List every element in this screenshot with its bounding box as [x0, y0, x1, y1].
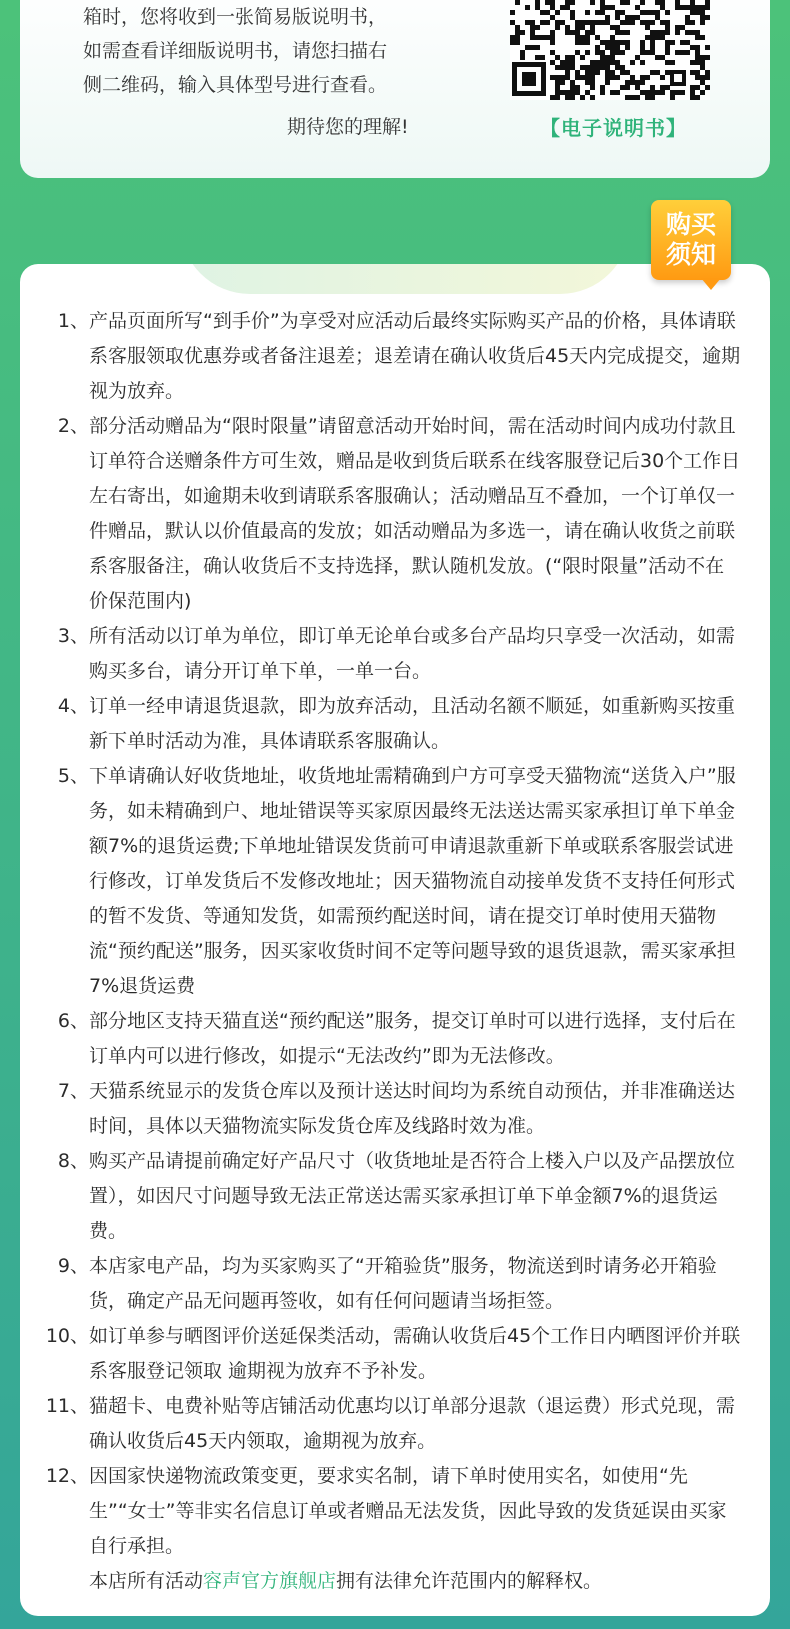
rule-item: [42, 1249, 742, 1319]
qr-caption: 【电子说明书】: [540, 116, 687, 140]
intro-line: 侧二维码，输入具体型号进行查看。: [83, 74, 388, 96]
rule-item: [42, 759, 742, 1004]
intro-line: 箱时，您将收到一张简易版说明书，: [83, 6, 388, 28]
rule-number: 7、: [57, 1080, 89, 1102]
rule-text: 下单请确认好收货地址，收货地址需精确到户方可享受天猫物流“送货入户”服务，如未精确到户、地址错误等买家原因最终无法送达需买家承担订单下单金额7%的退货运费;下单地址错误发货前可申请退款重新下单或联系客服尝试进行修改，订单发货后不发修改地址；因天猫物流自动接单发货不支持任何形式的暂不发货、等通知发货，如需预约配送时间，请在提交订单时使用天猫物流“预约配送”服务，因买家收货时间不定等问题导致的退货退款，需买家承担7%退货运费: [89, 765, 736, 997]
badge-line: 购买: [665, 210, 716, 239]
rule-item: [42, 1004, 742, 1074]
rules-list: [42, 304, 742, 1599]
purchase-notice-badge: [651, 200, 731, 280]
intro-sign: 期待您的理解!: [287, 116, 409, 138]
qr-code-icon[interactable]: [510, 0, 710, 100]
rule-text: 所有活动以订单为单位，即订单无论单台或多台产品均只享受一次活动，如需购买多台，请分开订单下单，一单一台。: [89, 625, 736, 682]
rule-item: [42, 1074, 742, 1144]
rule-number: 5、: [57, 765, 89, 787]
rule-text: 部分活动赠品为“限时限量”请留意活动开始时间，需在活动时间内成功付款且订单符合送赠条件方可生效，赠品是收到货后联系在线客服登记后30个工作日左右寄出，如逾期未收到请联系客服确认；活动赠品互不叠加，一个订单仅一件赠品，默认以价值最高的发放；如活动赠品为多选一，请在确认收货之前联系客服备注，确认收货后不支持选择，默认随机发放。(“限时限量”活动不在价保范围内): [89, 415, 741, 612]
rule-item: [42, 1319, 742, 1389]
rule-item: [42, 619, 742, 689]
rule-item: [42, 689, 742, 759]
rule-number: 12、: [45, 1465, 89, 1487]
footer-prefix: 本店所有活动: [89, 1570, 204, 1592]
rule-number: 2、: [57, 415, 89, 437]
rule-text: 如订单参与晒图评价送延保类活动，需确认收货后45个工作日内晒图评价并联系客服登记领取 逾期视为放弃不予补发。: [89, 1325, 741, 1382]
rule-text: 天猫系统显示的发货仓库以及预计送达时间均为系统自动预估，并非准确送达时间，具体以天猫物流实际发货仓库及线路时效为准。: [89, 1080, 736, 1137]
store-name-link[interactable]: 容声官方旗舰店: [203, 1570, 337, 1592]
rule-text: 部分地区支持天猫直送“预约配送”服务，提交订单时可以进行选择，支付后在订单内可以进行修改，如提示“无法改约”即为无法修改。: [89, 1010, 736, 1067]
rule-item: [42, 1389, 742, 1459]
rule-item: [42, 409, 742, 619]
rule-item: [42, 304, 742, 409]
rule-number: 10、: [45, 1325, 89, 1347]
rule-item: [42, 1459, 742, 1564]
footer-statement: [42, 1564, 742, 1599]
rule-text: 因国家快递物流政策变更，要求实名制，请下单时使用实名，如使用“先生”“女士”等非实名信息订单或者赠品无法发货，因此导致的发货延误由买家自行承担。: [89, 1465, 727, 1557]
decorative-arc: [180, 264, 630, 294]
rule-number: 4、: [57, 695, 89, 717]
rule-text: 订单一经申请退货退款，即为放弃活动，且活动名额不顺延，如重新购买按重新下单时活动为准，具体请联系客服确认。: [89, 695, 736, 752]
rule-number: 11、: [45, 1395, 89, 1417]
rule-item: [42, 1144, 742, 1249]
footer-suffix: 拥有法律允许范围内的解释权。: [336, 1570, 603, 1592]
rule-number: 6、: [57, 1010, 89, 1032]
intro-line: 如需查看详细版说明书，请您扫描右: [83, 40, 388, 62]
rule-text: 猫超卡、电费补贴等店铺活动优惠均以订单部分退款（退运费）形式兑现，需确认收货后45天内领取，逾期视为放弃。: [89, 1395, 736, 1452]
intro-text: [83, 0, 443, 102]
rule-number: 3、: [57, 625, 89, 647]
rule-text: 产品页面所写“到手价”为享受对应活动后最终实际购买产品的价格，具体请联系客服领取优惠券或者备注退差；退差请在确认收货后45天内完成提交，逾期视为放弃。: [89, 310, 741, 402]
rule-number: 8、: [57, 1150, 89, 1172]
rule-text: 本店家电产品，均为买家购买了“开箱验货”服务，物流送到时请务必开箱验货，确定产品无问题再签收，如有任何问题请当场拒签。: [89, 1255, 717, 1312]
rule-number: 9、: [57, 1255, 89, 1277]
badge-line: 须知: [665, 240, 716, 269]
rule-text: 购买产品请提前确定好产品尺寸（收货地址是否符合上楼入户以及产品摆放位置），如因尺寸问题导致无法正常送达需买家承担订单下单金额7%的退货运费。: [89, 1150, 736, 1242]
rule-number: 1、: [57, 310, 89, 332]
